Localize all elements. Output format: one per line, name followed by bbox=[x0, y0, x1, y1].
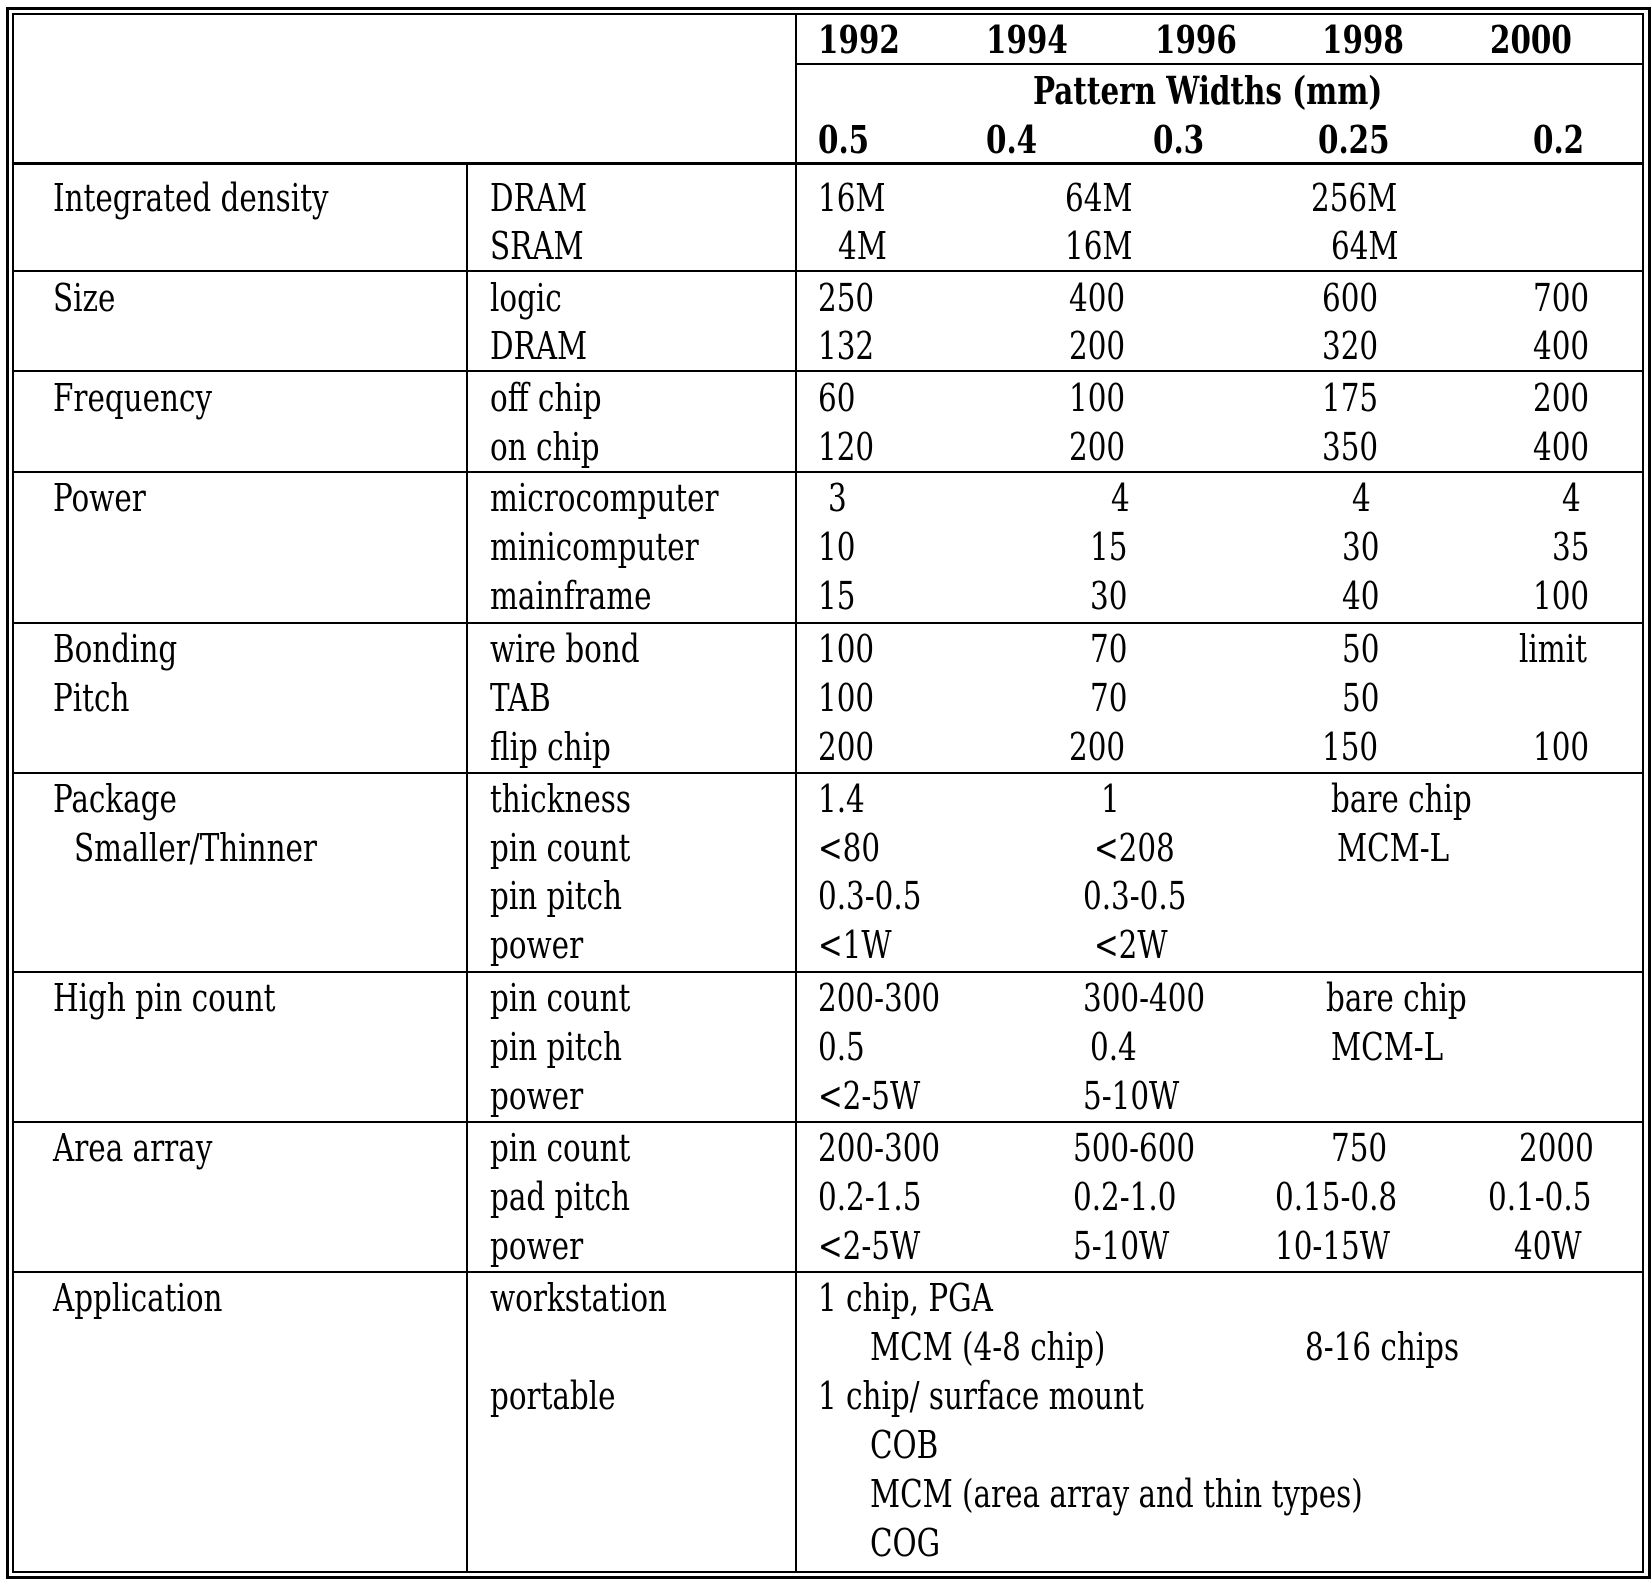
row-divider bbox=[12, 1121, 1644, 1123]
cell: 15 bbox=[818, 574, 856, 618]
cell: 60 bbox=[818, 376, 856, 420]
width-1996: 0.3 bbox=[1153, 117, 1205, 162]
app-line: COB bbox=[870, 1423, 939, 1467]
cell: 320 bbox=[1322, 324, 1379, 368]
cell: <80 bbox=[818, 826, 881, 870]
cell: 750 bbox=[1331, 1126, 1388, 1170]
sub-label: power bbox=[490, 1074, 584, 1118]
cell: 350 bbox=[1322, 425, 1379, 469]
cell: 400 bbox=[1069, 276, 1126, 320]
row-divider bbox=[12, 1271, 1644, 1273]
cell: 100 bbox=[818, 627, 875, 671]
cell: 700 bbox=[1533, 276, 1590, 320]
app-line: 1 chip, PGA bbox=[818, 1276, 993, 1320]
sub-label: power bbox=[490, 923, 584, 967]
cell: 35 bbox=[1552, 525, 1590, 569]
header-divider bbox=[12, 162, 1644, 165]
year-1994: 1994 bbox=[986, 17, 1068, 62]
cell: bare chip bbox=[1331, 777, 1472, 821]
sub-label: mainframe bbox=[490, 574, 652, 618]
sub-label: thickness bbox=[490, 777, 631, 821]
cell: 5-10W bbox=[1083, 1074, 1180, 1118]
cell: 200-300 bbox=[818, 1126, 941, 1170]
sub-label: TAB bbox=[490, 676, 551, 720]
cell: 10-15W bbox=[1275, 1224, 1390, 1268]
sub-label: minicomputer bbox=[490, 525, 699, 569]
sub-label: DRAM bbox=[490, 176, 588, 220]
cell: 500-600 bbox=[1073, 1126, 1196, 1170]
sub-label: DRAM bbox=[490, 324, 588, 368]
app-line: COG bbox=[870, 1521, 941, 1565]
app-line: 8-16 chips bbox=[1305, 1325, 1460, 1369]
cell: 3 bbox=[828, 476, 847, 520]
year-1992: 1992 bbox=[818, 17, 900, 62]
row-label: Integrated density bbox=[53, 176, 329, 220]
row-label: Bonding bbox=[53, 627, 178, 671]
row-label: Frequency bbox=[53, 376, 213, 420]
row-divider bbox=[12, 370, 1644, 372]
row-divider bbox=[12, 971, 1644, 973]
cell: 4 bbox=[1562, 476, 1581, 520]
sub-label: logic bbox=[490, 276, 562, 320]
cell: 64M bbox=[1065, 176, 1133, 220]
sub-label: on chip bbox=[490, 425, 600, 469]
cell: 200-300 bbox=[818, 976, 941, 1020]
cell: 0.3-0.5 bbox=[818, 874, 922, 918]
row-label: Size bbox=[53, 276, 116, 320]
sub-label: pin count bbox=[490, 1126, 631, 1170]
cell: 0.4 bbox=[1090, 1025, 1137, 1069]
sub-label: pin count bbox=[490, 976, 631, 1020]
width-1998: 0.25 bbox=[1318, 117, 1390, 162]
cell: bare chip bbox=[1326, 976, 1467, 1020]
row-label: Area array bbox=[53, 1126, 213, 1170]
cell: 2000 bbox=[1519, 1126, 1594, 1170]
cell: <1W bbox=[818, 923, 892, 967]
app-line: MCM (area array and thin types) bbox=[870, 1472, 1363, 1516]
row-label: Power bbox=[53, 476, 146, 520]
column-divider bbox=[795, 13, 797, 1571]
cell: 100 bbox=[1533, 574, 1590, 618]
cell: 132 bbox=[818, 324, 875, 368]
cell: 200 bbox=[1069, 425, 1126, 469]
row-divider bbox=[12, 622, 1644, 624]
sub-label: pin pitch bbox=[490, 874, 622, 918]
cell: <2-5W bbox=[818, 1224, 921, 1268]
cell: 250 bbox=[818, 276, 875, 320]
cell: 50 bbox=[1342, 627, 1380, 671]
cell: 0.1-0.5 bbox=[1488, 1175, 1592, 1219]
row-label: High pin count bbox=[53, 976, 276, 1020]
cell: 150 bbox=[1322, 725, 1379, 769]
cell: 200 bbox=[1069, 324, 1126, 368]
cell: <208 bbox=[1094, 826, 1175, 870]
cell: 300-400 bbox=[1083, 976, 1206, 1020]
year-2000: 2000 bbox=[1490, 17, 1572, 62]
cell: 200 bbox=[818, 725, 875, 769]
row-label: Smaller/Thinner bbox=[74, 826, 317, 870]
width-1994: 0.4 bbox=[986, 117, 1038, 162]
cell: 70 bbox=[1090, 676, 1128, 720]
cell: 10 bbox=[818, 525, 856, 569]
row-divider bbox=[12, 772, 1644, 774]
cell: 0.5 bbox=[818, 1025, 865, 1069]
sub-label: microcomputer bbox=[490, 476, 719, 520]
cell: 0.15-0.8 bbox=[1275, 1175, 1398, 1219]
cell: 70 bbox=[1090, 627, 1128, 671]
sub-label: wire bond bbox=[490, 627, 640, 671]
sub-label: power bbox=[490, 1224, 584, 1268]
cell: 400 bbox=[1533, 425, 1590, 469]
cell: 5-10W bbox=[1073, 1224, 1170, 1268]
pattern-widths-title: Pattern Widths (mm) bbox=[1033, 68, 1383, 113]
sub-label: workstation bbox=[490, 1276, 667, 1320]
row-label: Package bbox=[53, 777, 177, 821]
cell: 1 bbox=[1101, 777, 1120, 821]
sub-label: flip chip bbox=[490, 725, 611, 769]
cell: 4 bbox=[1111, 476, 1130, 520]
cell: 1.4 bbox=[818, 777, 865, 821]
cell: 40 bbox=[1342, 574, 1380, 618]
cell: 4 bbox=[1352, 476, 1371, 520]
cell: 16M bbox=[818, 176, 886, 220]
cell: 0.2-1.5 bbox=[818, 1175, 922, 1219]
cell: 0.3-0.5 bbox=[1083, 874, 1187, 918]
cell: 30 bbox=[1342, 525, 1380, 569]
sub-label: pin pitch bbox=[490, 1025, 622, 1069]
row-divider bbox=[795, 63, 1644, 65]
width-2000: 0.2 bbox=[1533, 117, 1585, 162]
cell: 600 bbox=[1322, 276, 1379, 320]
cell: 30 bbox=[1090, 574, 1128, 618]
cell: 120 bbox=[818, 425, 875, 469]
cell: 4M bbox=[838, 224, 887, 268]
app-line: 1 chip/ surface mount bbox=[818, 1374, 1144, 1418]
cell: 16M bbox=[1065, 224, 1133, 268]
cell: <2-5W bbox=[818, 1074, 921, 1118]
sub-label: portable bbox=[490, 1374, 616, 1418]
sub-label: SRAM bbox=[490, 224, 584, 268]
cell: 15 bbox=[1090, 525, 1128, 569]
cell: 40W bbox=[1514, 1224, 1582, 1268]
row-divider bbox=[12, 270, 1644, 272]
width-1992: 0.5 bbox=[818, 117, 870, 162]
year-1996: 1996 bbox=[1155, 17, 1237, 62]
row-label: Application bbox=[53, 1276, 223, 1320]
sub-label: off chip bbox=[490, 376, 602, 420]
row-divider bbox=[12, 471, 1644, 473]
cell: 0.2-1.0 bbox=[1073, 1175, 1177, 1219]
cell: MCM-L bbox=[1331, 1025, 1444, 1069]
cell: 200 bbox=[1533, 376, 1590, 420]
cell: 200 bbox=[1069, 725, 1126, 769]
cell: <2W bbox=[1094, 923, 1168, 967]
cell: MCM-L bbox=[1337, 826, 1450, 870]
row-label: Pitch bbox=[53, 676, 130, 720]
cell: 256M bbox=[1311, 176, 1398, 220]
cell: 50 bbox=[1342, 676, 1380, 720]
sub-label: pad pitch bbox=[490, 1175, 630, 1219]
year-1998: 1998 bbox=[1322, 17, 1404, 62]
cell: 100 bbox=[1069, 376, 1126, 420]
cell: 175 bbox=[1322, 376, 1379, 420]
app-line: MCM (4-8 chip) bbox=[870, 1325, 1106, 1369]
sub-label: pin count bbox=[490, 826, 631, 870]
cell: 64M bbox=[1331, 224, 1399, 268]
column-divider bbox=[466, 162, 468, 1571]
cell: limit bbox=[1519, 627, 1587, 671]
cell: 100 bbox=[1533, 725, 1590, 769]
cell: 400 bbox=[1533, 324, 1590, 368]
cell: 100 bbox=[818, 676, 875, 720]
